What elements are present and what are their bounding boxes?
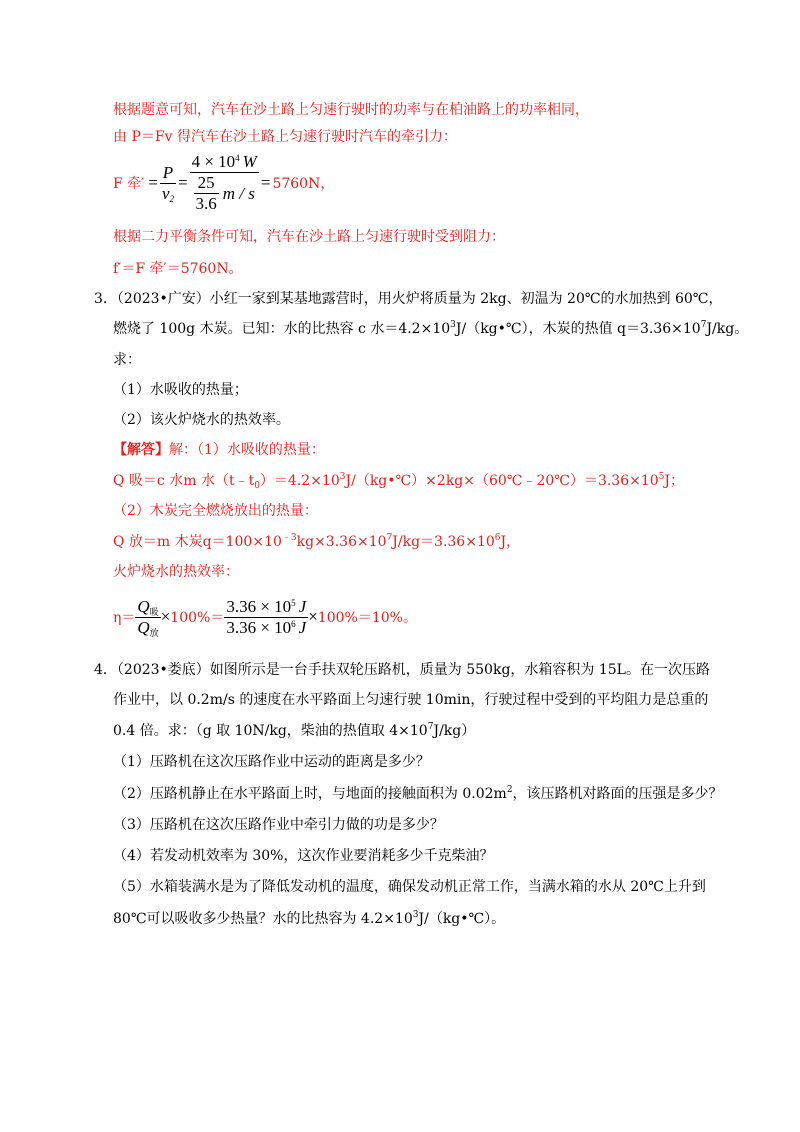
solution-line-power-equal [113,101,589,119]
text: ）＝4.2×10 [259,473,340,489]
exponent: 2 [506,785,513,795]
text: 由 P＝Fv 得汽车在沙土路上匀速行驶时汽车的牵引力： [113,129,457,145]
text: J/kg） [433,723,476,739]
v-subscript: 2 [169,193,174,204]
solution-line-balance [113,228,505,246]
text: f′＝F 牵′＝5760N。 [113,261,243,277]
text: （2）压路机静止在水平路面上时，与地面的接触面积为 0.02m [113,786,507,802]
q3-subquestion-2 [113,411,290,429]
text: 根据题意可知，汽车在沙土路上匀速行驶时的功率与在柏油路上的功率相同， [113,102,589,118]
q3-answer-line5 [113,563,239,581]
fraction-heat-values [224,597,308,638]
speed-fraction [194,173,219,214]
traction-force-equation: F 牵′ = $\frac{P}{v_2}$ = $4 \times 10^4$ W $\frac{25}{3.6}$ m / s = 5760N， [113,152,335,213]
text: 0.4 倍。求：（g 取 10N/kg，柴油的热值取 4×10 [113,723,428,739]
text: 根据二力平衡条件可知，汽车在沙土路上匀速行驶时受到阻力： [113,229,505,245]
den-value: 3.36 × 10 [226,617,292,637]
text: （4）若发动机效率为 30%，这次作业要消耗多少千克柴油？ [113,848,494,864]
text: ，该压路机对路面的压强是多少？ [512,786,723,802]
q-subscript: 放 [149,627,159,638]
text: Q 吸＝c 水m 水（t﹣t [113,473,255,489]
fraction-numerator: P [160,163,176,184]
q-symbol: Q [137,617,150,637]
text: （3）压路机在这次压路作业中牵引力做的功是多少？ [113,817,444,833]
text: J/（kg•℃）×2kg×（60℃﹣20℃）＝3.36×10 [345,473,659,489]
text: 3．（2023•广安）小红一家到某基地露营时，用火炉将质量为 2kg、初温为 20℃的水加热到 60℃， [94,291,723,307]
fraction-denominator [224,618,308,638]
q4-subquestion-5-line1 [113,878,706,896]
q3-answer-intro [113,441,325,459]
num-unit: W [242,152,257,171]
text: Q 放＝m 木炭q＝100×10 [113,534,282,550]
q3-answer-heat-absorbed [113,472,684,490]
percent-text: 100%＝ [170,610,225,626]
equation-lhs: F 牵′ [113,176,145,192]
answer-tag: 【解答】 [113,442,169,458]
num-exponent: 4 [235,153,240,163]
fraction-denominator [190,173,259,214]
text: （2）该火炉烧水的热效率。 [113,412,290,428]
equation-result: 5760N， [272,176,335,192]
exponent: 3 [412,910,419,920]
times-sign: × [308,607,318,626]
text: kg×3.36×10 [296,534,387,550]
text: （1）压路机在这次压路作业中运动的距离是多少？ [113,754,430,770]
exponent: 5 [658,472,665,482]
speed-denominator: 3.6 [195,194,217,213]
solution-line-friction [113,260,243,278]
speed-numerator: 25 [194,173,219,194]
q3-answer-line3 [113,502,318,520]
exponent: 7 [427,722,434,732]
fraction-numerator [135,597,160,618]
q3-stem-line2 [113,320,748,338]
q4-subquestion-4 [113,847,493,865]
q4-subquestion-5-line2 [113,910,505,928]
q3-answer-heat-released [113,533,520,551]
text: 80℃可以吸收多少热量？水的比热容为 4.2×10 [113,911,413,927]
q3-subquestion-1 [113,381,248,399]
q-subscript: 吸 [149,606,159,617]
q4-subquestion-3 [113,816,444,834]
fraction-numerator [224,597,308,618]
text: 作业中，以 0.2m/s 的速度在水平路面上匀速行驶 10min，行驶过程中受到的平均阻力是总重的 [113,692,709,708]
num-unit: J [298,596,307,616]
v-symbol: v [161,183,170,203]
fraction-p-over-v [160,163,176,204]
den-unit: J [298,617,307,637]
exponent: 7 [386,533,393,543]
q4-subquestion-2 [113,785,723,803]
fraction-denominator [135,618,160,638]
text: J； [664,473,685,489]
text: J/kg＝3.36×10 [392,534,495,550]
solution-line-traction-formula [113,128,457,146]
exponent: ﹣3 [281,533,297,543]
text: J/（kg•℃）。 [418,911,506,927]
fraction-q-absorbed-over-released [135,597,160,638]
fraction-denominator [160,184,176,204]
text: （1）水吸收的热量； [113,382,248,398]
text: J/kg。 [706,321,749,337]
text: 求： [113,352,141,368]
speed-unit: m / s [222,183,255,203]
q4-stem-line2 [113,691,708,709]
q4-stem-line1 [94,661,710,679]
text: 4．（2023•娄底）如图所示是一台手扶双轮压路机，质量为 550kg，水箱容积为 15L。在一次压路 [94,662,710,678]
eta-symbol: η＝ [113,610,136,626]
text: J/（kg•℃），木炭的热值 q＝3.36×10 [455,321,701,337]
exponent: 6 [494,533,501,543]
text: J， [500,534,521,550]
num-value: 4 × 10 [191,152,236,171]
text: 解：（1）水吸收的热量： [169,442,325,458]
text: （2）木炭完全燃烧放出的热量： [113,503,318,519]
den-exponent: 6 [291,618,296,629]
exponent: 3 [450,320,456,330]
efficiency-equation [113,590,417,644]
q-symbol: Q [137,596,150,616]
exponent: 3 [339,472,346,482]
fraction-power-over-speed [190,152,259,214]
q3-stem-line1 [94,290,722,308]
q3-stem-line3 [113,351,141,369]
num-value: 3.36 × 10 [226,596,292,616]
subscript: 0 [254,481,260,491]
fraction-numerator [190,152,259,173]
efficiency-result: 100%＝10%。 [317,610,417,626]
text: （5）水箱装满水是为了降低发动机的温度，确保发动机正常工作，当满水箱的水从 20℃上升到 [113,879,706,895]
times-sign: × [160,607,171,626]
text: 燃烧了 100g 木炭。已知：水的比热容 c 水＝4.2×10 [113,321,451,337]
text: 火炉烧水的热效率： [113,564,239,580]
q4-stem-line3 [113,722,475,740]
q4-subquestion-1 [113,753,430,771]
exponent: 7 [700,320,707,330]
num-exponent: 5 [291,597,296,608]
